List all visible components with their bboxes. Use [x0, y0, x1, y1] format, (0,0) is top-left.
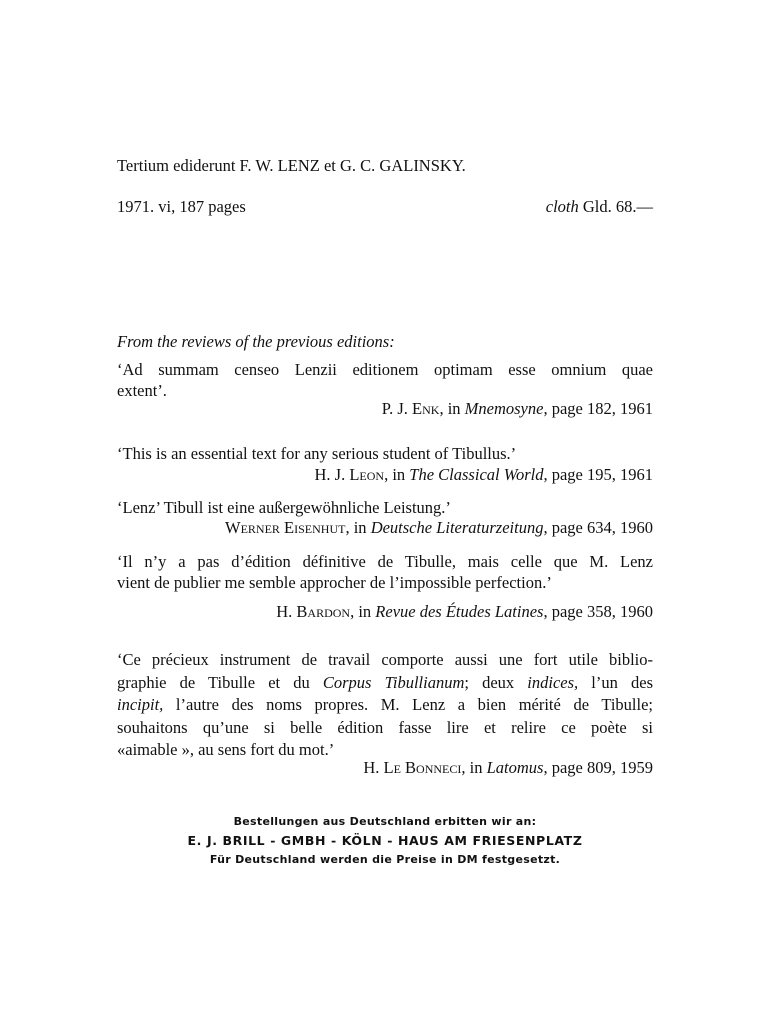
- review-5-line-5: «aimable », au sens fort du mot.’: [117, 740, 335, 759]
- review-5-line-2: graphie de Tibulle et du Corpus Tibullianum; deux indices, l’un des: [117, 673, 653, 692]
- price-info: [546, 196, 653, 218]
- reviewer-name: H. J. Leon: [314, 465, 385, 484]
- reviewer-name: Werner Eisenhut: [225, 518, 346, 537]
- review-2-citation: H. J. Leon, in The Classical World, page 195, 1961: [314, 465, 653, 484]
- document-page: [117, 0, 653, 1024]
- page-ref: page 182, 1961: [551, 399, 653, 418]
- review-3-line-1: ‘Lenz’ Tibull ist eine außergewöhnliche Leistung.’: [117, 498, 451, 517]
- review-1-citation: P. J. Enk, in Mnemosyne, page 182, 1961: [381, 399, 653, 418]
- reviewer-name: H. Le Bonneci: [363, 758, 462, 777]
- page-ref: page 195, 1961: [551, 465, 653, 484]
- page-ref: page 809, 1959: [551, 758, 653, 777]
- review-5-citation: H. Le Bonneci, in Latomus, page 809, 1959: [363, 758, 653, 777]
- review-5-line-1: ‘Ce précieux instrument de travail comporte aussi une fort utile biblio-: [117, 650, 653, 669]
- review-4-line-1: ‘Il n’y a pas d’édition définitive de Tibulle, mais celle que M. Lenz: [117, 552, 653, 571]
- publication-info-row: [117, 196, 653, 218]
- journal-name: Revue des Études Latines: [375, 602, 544, 621]
- order-note: Bestellungen aus Deutschland erbitten wir an:: [233, 815, 537, 828]
- review-4-line-2: vient de publier me semble approcher de l’impossible perfection.’: [117, 573, 552, 592]
- review-5-line-4: souhaitons qu’une si belle édition fasse lire et relire ce poète si: [117, 718, 653, 737]
- price-note: Für Deutschland werden die Preise in DM festgesetzt.: [209, 853, 561, 866]
- reviewer-name: P. J. Enk: [381, 399, 440, 418]
- review-1-line-1: ‘Ad summam censeo Lenzii editionem optimam esse omnium quae: [117, 360, 653, 379]
- journal-name: Latomus: [486, 758, 544, 777]
- price-value: Gld. 68.—: [582, 197, 653, 216]
- editors-line: Tertium ediderunt F. W. LENZ et G. C. GALINSKY.: [117, 156, 466, 175]
- reviewer-name: H. Bardon: [276, 602, 351, 621]
- journal-name: Mnemosyne: [464, 399, 544, 418]
- review-2-line-1: ‘This is an essential text for any serious student of Tibullus.’: [117, 444, 517, 463]
- reviews-heading: From the reviews of the previous editions:: [117, 332, 395, 351]
- review-3-citation: Werner Eisenhut, in Deutsche Literaturzeitung, page 634, 1960: [225, 518, 653, 537]
- page-ref: page 634, 1960: [551, 518, 653, 537]
- publisher-address: E. J. BRILL - GMBH - KÖLN - HAUS AM FRIESENPLATZ: [187, 833, 583, 848]
- binding-type: cloth: [545, 197, 579, 216]
- review-4-citation: H. Bardon, in Revue des Études Latines, page 358, 1960: [276, 602, 653, 621]
- page-ref: page 358, 1960: [551, 602, 653, 621]
- journal-name: Deutsche Literaturzeitung: [370, 518, 544, 537]
- journal-name: The Classical World: [409, 465, 544, 484]
- pages-info: 1971. vi, 187 pages: [117, 197, 246, 216]
- review-5-line-3: incipit, l’autre des noms propres. M. Lenz a bien mérité de Tibulle;: [117, 695, 653, 714]
- review-1-line-2: extent’.: [117, 381, 167, 400]
